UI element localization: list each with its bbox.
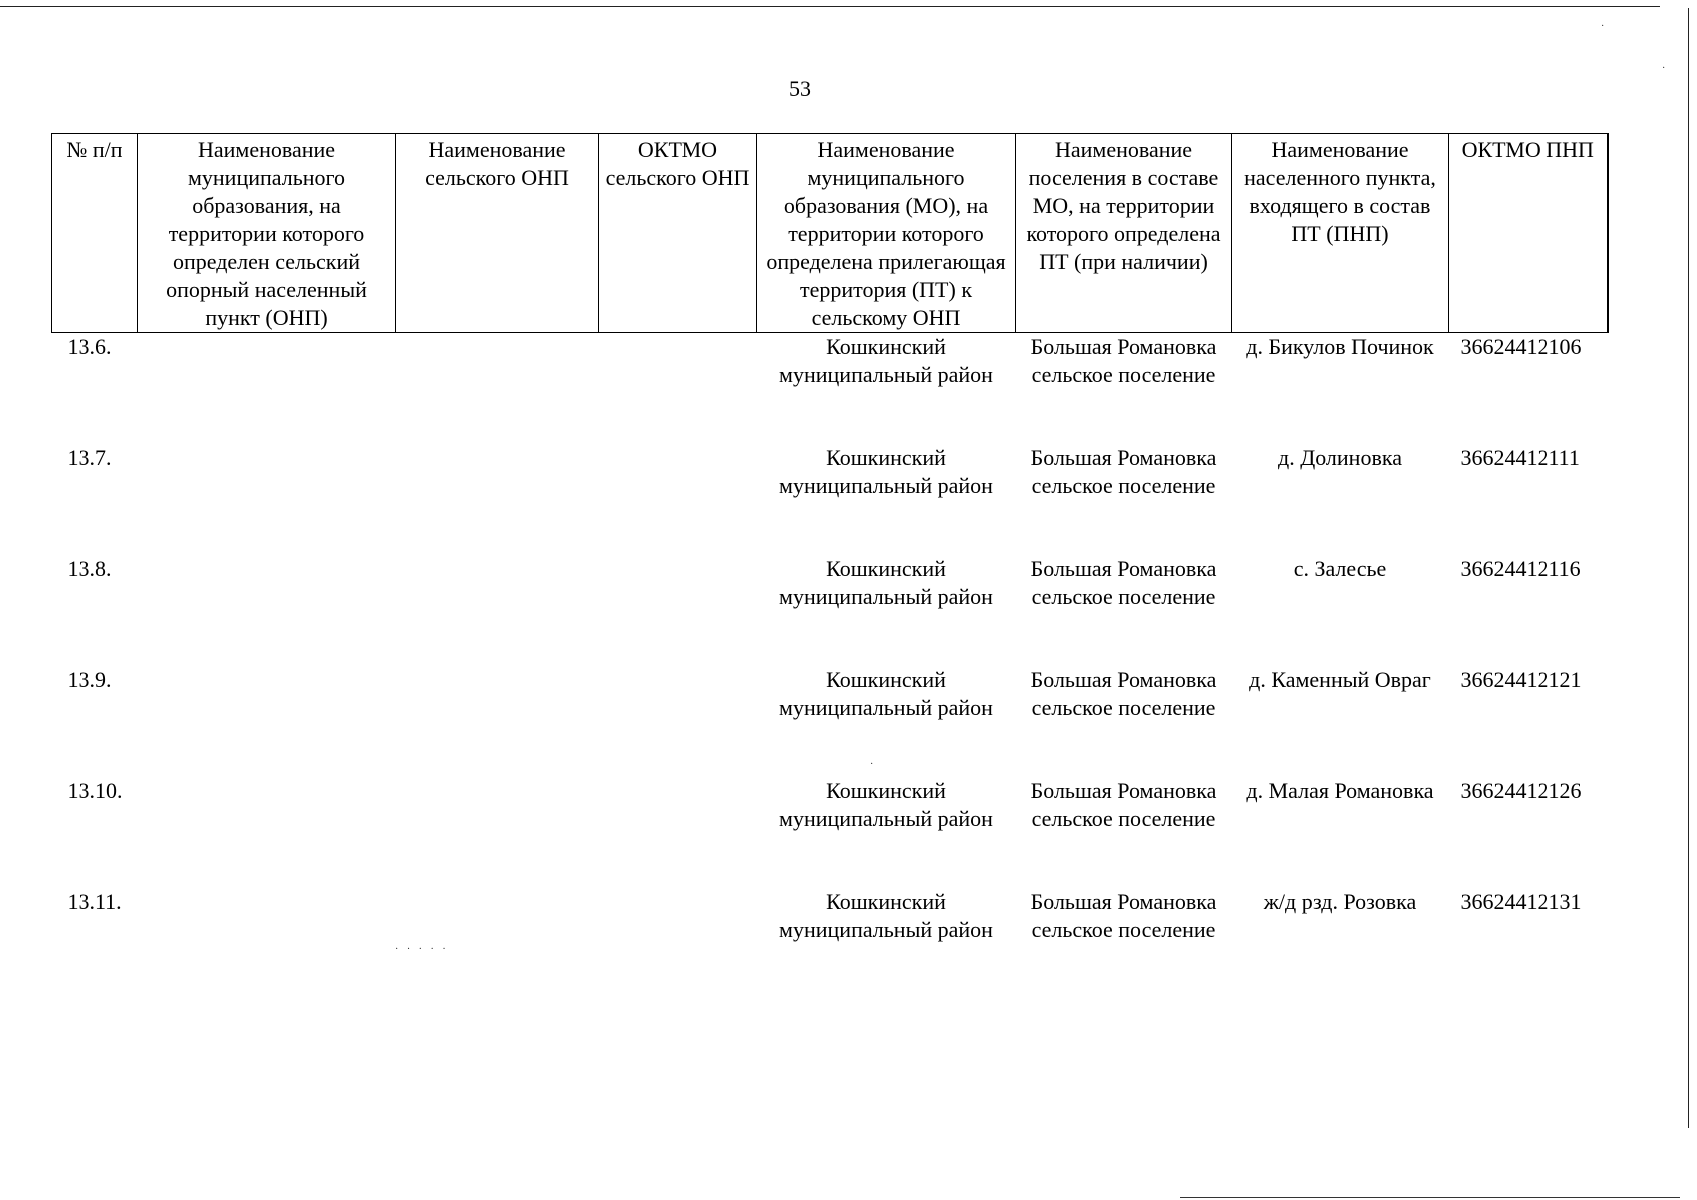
table-row <box>52 555 1608 666</box>
row-pnp: д. Бикулов Починок <box>1246 334 1434 359</box>
header-pnp-oktmo: ОКТМО ПНП <box>1449 134 1608 333</box>
row-mo-pt: Кошкинский муниципальный район <box>779 667 993 720</box>
row-mo-pt: Кошкинский муниципальный район <box>779 445 993 498</box>
scan-speck: · <box>1601 21 1605 32</box>
scan-speck: · <box>1662 63 1666 74</box>
row-onp-name <box>396 444 599 555</box>
row-pnp: с. Залесье <box>1293 556 1387 581</box>
row-mo-onp <box>138 333 396 445</box>
row-onp-name <box>396 777 599 888</box>
row-mo-pt: Кошкинский муниципальный район <box>779 334 993 387</box>
row-pnp-oktmo: 36624412121 <box>1460 667 1582 692</box>
table-row <box>52 666 1608 777</box>
page-number: 53 <box>789 76 811 101</box>
table-row <box>52 444 1608 555</box>
row-onp-oktmo <box>599 333 757 445</box>
row-number: 13.10. <box>67 778 123 803</box>
table-row <box>52 333 1608 445</box>
right-border-line <box>1688 8 1689 1128</box>
row-mo-pt: Кошкинский муниципальный район <box>779 889 993 942</box>
bottom-border-line <box>1180 1197 1680 1198</box>
row-pnp: д. Долиновка <box>1278 445 1402 470</box>
row-pnp-oktmo: 36624412116 <box>1460 556 1581 581</box>
header-mo-pt: Наименование муниципального образования (МО), на территории которого определена прилегающая территория (ПТ) к сельскому ОНП <box>757 134 1016 333</box>
row-onp-oktmo <box>599 555 757 666</box>
header-pnp: Наименование населенного пункта, входящего в состав ПТ (ПНП) <box>1232 134 1449 333</box>
header-onp-oktmo: ОКТМО сельского ОНП <box>599 134 757 333</box>
scan-speck: · · · · · <box>395 944 449 955</box>
row-number: 13.9. <box>67 667 112 692</box>
row-number: 13.11. <box>67 889 122 914</box>
row-pnp: д. Каменный Овраг <box>1249 667 1431 692</box>
table-row <box>52 777 1608 888</box>
header-number: № п/п <box>52 134 138 333</box>
row-mo-onp <box>138 444 396 555</box>
settlements-table <box>51 133 1609 999</box>
row-settlement: Большая Романовка сельское поселение <box>1030 889 1217 942</box>
row-settlement: Большая Романовка сельское поселение <box>1030 445 1217 498</box>
scan-speck: · <box>870 759 874 770</box>
row-settlement: Большая Романовка сельское поселение <box>1030 556 1217 609</box>
header-settlement: Наименование поселения в составе МО, на территории которого определена ПТ (при наличии) <box>1016 134 1232 333</box>
row-number: 13.7. <box>67 445 112 470</box>
row-settlement: Большая Романовка сельское поселение <box>1030 334 1217 387</box>
row-pnp-oktmo: 36624412106 <box>1460 334 1582 359</box>
row-onp-name <box>396 888 599 999</box>
table-header-row <box>52 134 1608 333</box>
top-border-line <box>0 6 1660 7</box>
row-mo-onp <box>138 555 396 666</box>
table-row <box>52 888 1608 999</box>
row-pnp-oktmo: 36624412111 <box>1460 445 1580 470</box>
header-onp-name: Наименование сельского ОНП <box>396 134 599 333</box>
row-onp-oktmo <box>599 666 757 777</box>
row-number: 13.8. <box>67 556 112 581</box>
row-onp-oktmo <box>599 777 757 888</box>
row-number: 13.6. <box>67 334 112 359</box>
row-mo-onp <box>138 888 396 999</box>
row-onp-name <box>396 666 599 777</box>
row-onp-oktmo <box>599 444 757 555</box>
row-settlement: Большая Романовка сельское поселение <box>1030 667 1217 720</box>
row-pnp: ж/д рзд. Розовка <box>1263 889 1417 914</box>
row-onp-name <box>396 333 599 445</box>
header-mo-onp: Наименование муниципального образования, на территории которого определен сельский опорный населенный пункт (ОНП) <box>138 134 396 333</box>
row-mo-onp <box>138 777 396 888</box>
row-pnp-oktmo: 36624412131 <box>1460 889 1582 914</box>
row-pnp-oktmo: 36624412126 <box>1460 778 1582 803</box>
row-onp-name <box>396 555 599 666</box>
row-mo-pt: Кошкинский муниципальный район <box>779 778 993 831</box>
row-pnp: д. Малая Романовка <box>1246 778 1434 803</box>
row-onp-oktmo <box>599 888 757 999</box>
row-mo-onp <box>138 666 396 777</box>
row-settlement: Большая Романовка сельское поселение <box>1030 778 1217 831</box>
row-mo-pt: Кошкинский муниципальный район <box>779 556 993 609</box>
